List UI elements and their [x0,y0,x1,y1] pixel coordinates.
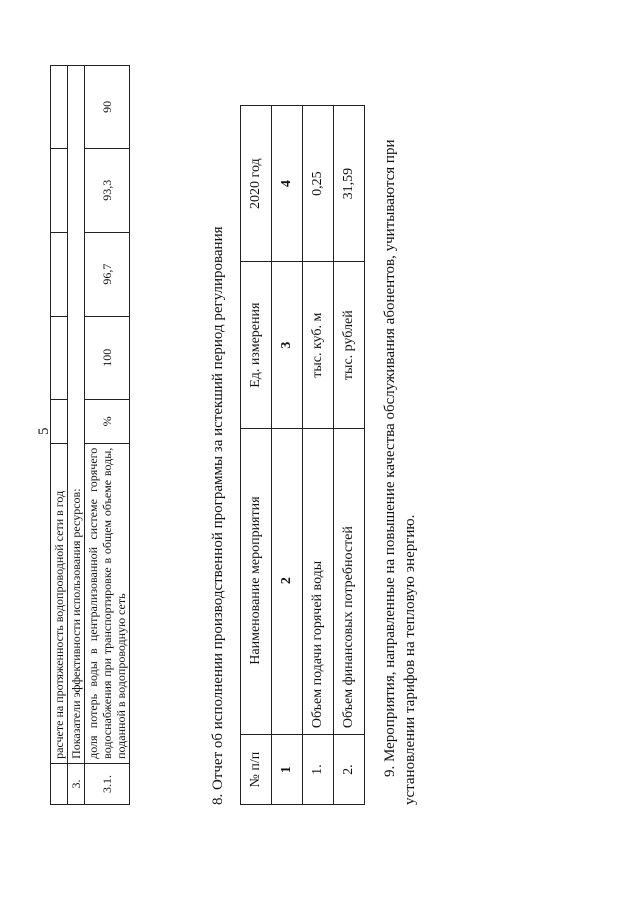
row-unit: тыс. куб. м [303,262,334,429]
row-name: доля потерь воды в централизованной системе горячего водоснабжения при транспортировке в общем объеме воды, поданной в водопроводную сеть [85,443,130,763]
row-number: 3. [68,763,85,804]
row-value [51,232,68,316]
table-row [51,66,68,805]
table-numbering-row [272,106,303,805]
row-name: Объем подачи горячей воды [303,429,334,735]
row-number: 2. [334,735,365,805]
row-name: расчете на протяженность водопроводной сети в год [51,443,68,763]
col-number: 3 [272,262,303,429]
row-value: 31,59 [334,106,365,262]
col-header: Ед. измерения [241,262,272,429]
row-value [51,66,68,149]
paragraph-line: установлении тарифов на тепловую энергию. [402,514,418,805]
section-9-paragraph [380,105,420,805]
row-name: Показатели эффективности использования ресурсов: [68,66,85,764]
row-unit: % [85,400,130,444]
table-row [303,106,334,805]
col-header: Наименование мероприятия [241,429,272,735]
program-report-table [240,105,365,805]
col-number: 4 [272,106,303,262]
col-number: 1 [272,735,303,805]
page-number: 5 [36,427,52,435]
row-unit [51,400,68,444]
row-number [51,763,68,804]
table-row [334,106,365,805]
row-value: 0,25 [303,106,334,262]
row-number: 3.1. [85,763,130,804]
paragraph-line: 9. Мероприятия, направленные на повышение качества обслуживания абонентов, учитываются при [382,139,398,777]
row-value: 96,7 [85,232,130,316]
row-unit: тыс. рублей [334,262,365,429]
col-number: 2 [272,429,303,735]
row-value: 93,3 [85,148,130,232]
table-header-row [241,106,272,805]
table-row [68,66,85,805]
row-number: 1. [303,735,334,805]
row-value [51,148,68,232]
row-value [51,316,68,399]
row-name: Объем финансовых потребностей [334,429,365,735]
col-header: № п/п [241,735,272,805]
indicators-table [50,65,130,805]
row-value: 100 [85,316,130,399]
section-8-title: 8. Отчет об исполнении производственной программы за истекший период регулирования [210,226,226,805]
row-value: 90 [85,66,130,149]
table-row [85,66,130,805]
col-header: 2020 год [241,106,272,262]
